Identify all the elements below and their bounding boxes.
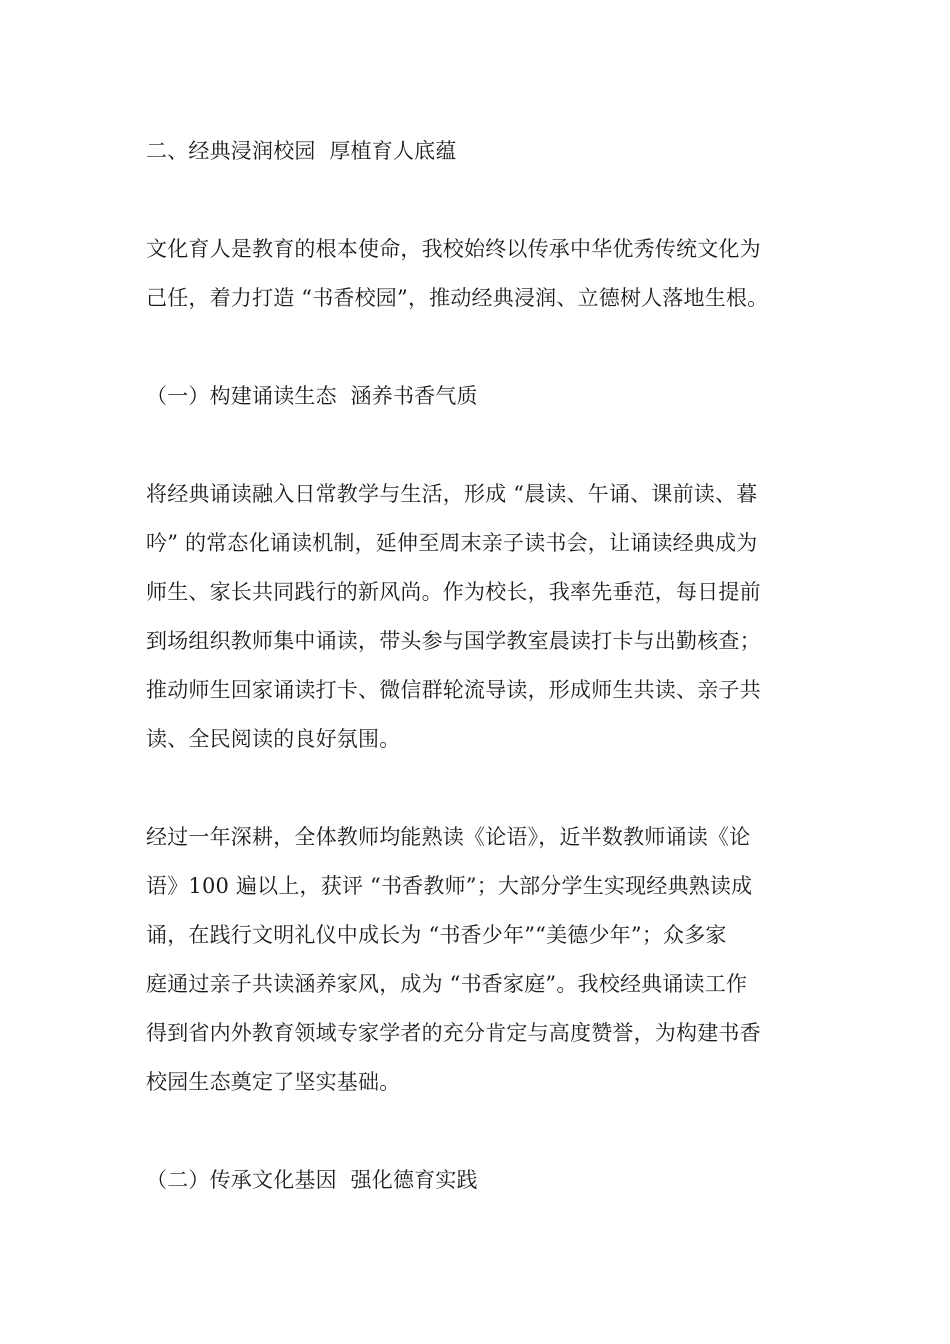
paragraph-line: 己任，着力打造 “书香校园”，推动经典浸润、立德树人落地生根。 (146, 286, 769, 310)
paragraph-line: 吟” 的常态化诵读机制，延伸至周末亲子读书会，让诵读经典成为 (146, 531, 758, 555)
document-body (146, 127, 810, 1205)
paragraph-line: 得到省内外教育领域专家学者的充分肯定与高度赞誉，为构建书香 (146, 1021, 761, 1045)
paragraph-line: 师生、家长共同践行的新风尚。作为校长，我率先垂范，每日提前 (146, 580, 761, 604)
spacer (146, 176, 810, 225)
sub-heading-2: （二）传承文化基因 强化德育实践 (146, 1168, 478, 1192)
paragraph-1 (146, 470, 810, 764)
paragraph-line: 推动师生回家诵读打卡、微信群轮流导读，形成师生共读、亲子共 (146, 678, 761, 702)
paragraph-line: 语》100 遍以上，获评 “书香教师”；大部分学生实现经典熟读成 (146, 874, 753, 898)
paragraph-2 (146, 813, 810, 1107)
spacer (146, 421, 810, 470)
paragraph-line: 读、全民阅读的良好氛围。 (146, 727, 401, 751)
paragraph-line: 校园生态奠定了坚实基础。 (146, 1070, 401, 1094)
paragraph-line: 文化育人是教育的根本使命，我校始终以传承中华优秀传统文化为 (146, 237, 761, 261)
paragraph-line: 诵，在践行文明礼仪中成长为 “书香少年”“美德少年”；众多家 (146, 923, 727, 947)
spacer (146, 764, 810, 813)
spacer (146, 323, 810, 372)
paragraph-line: 到场组织教师集中诵读，带头参与国学教室晨读打卡与出勤核查； (146, 629, 761, 653)
spacer (146, 1107, 810, 1156)
sub-heading-1: （一）构建诵读生态 涵养书香气质 (146, 384, 478, 408)
paragraph-line: 经过一年深耕，全体教师均能熟读《论语》，近半数教师诵读《论 (146, 825, 751, 849)
paragraph-line: 将经典诵读融入日常教学与生活，形成 “晨读、午诵、课前读、暮 (146, 482, 758, 506)
paragraph-line: 庭通过亲子共读涵养家风，成为 “书香家庭”。我校经典诵读工作 (146, 972, 748, 996)
section-heading: 二、经典浸润校园 厚植育人底蕴 (146, 139, 457, 163)
intro-paragraph (146, 225, 810, 323)
